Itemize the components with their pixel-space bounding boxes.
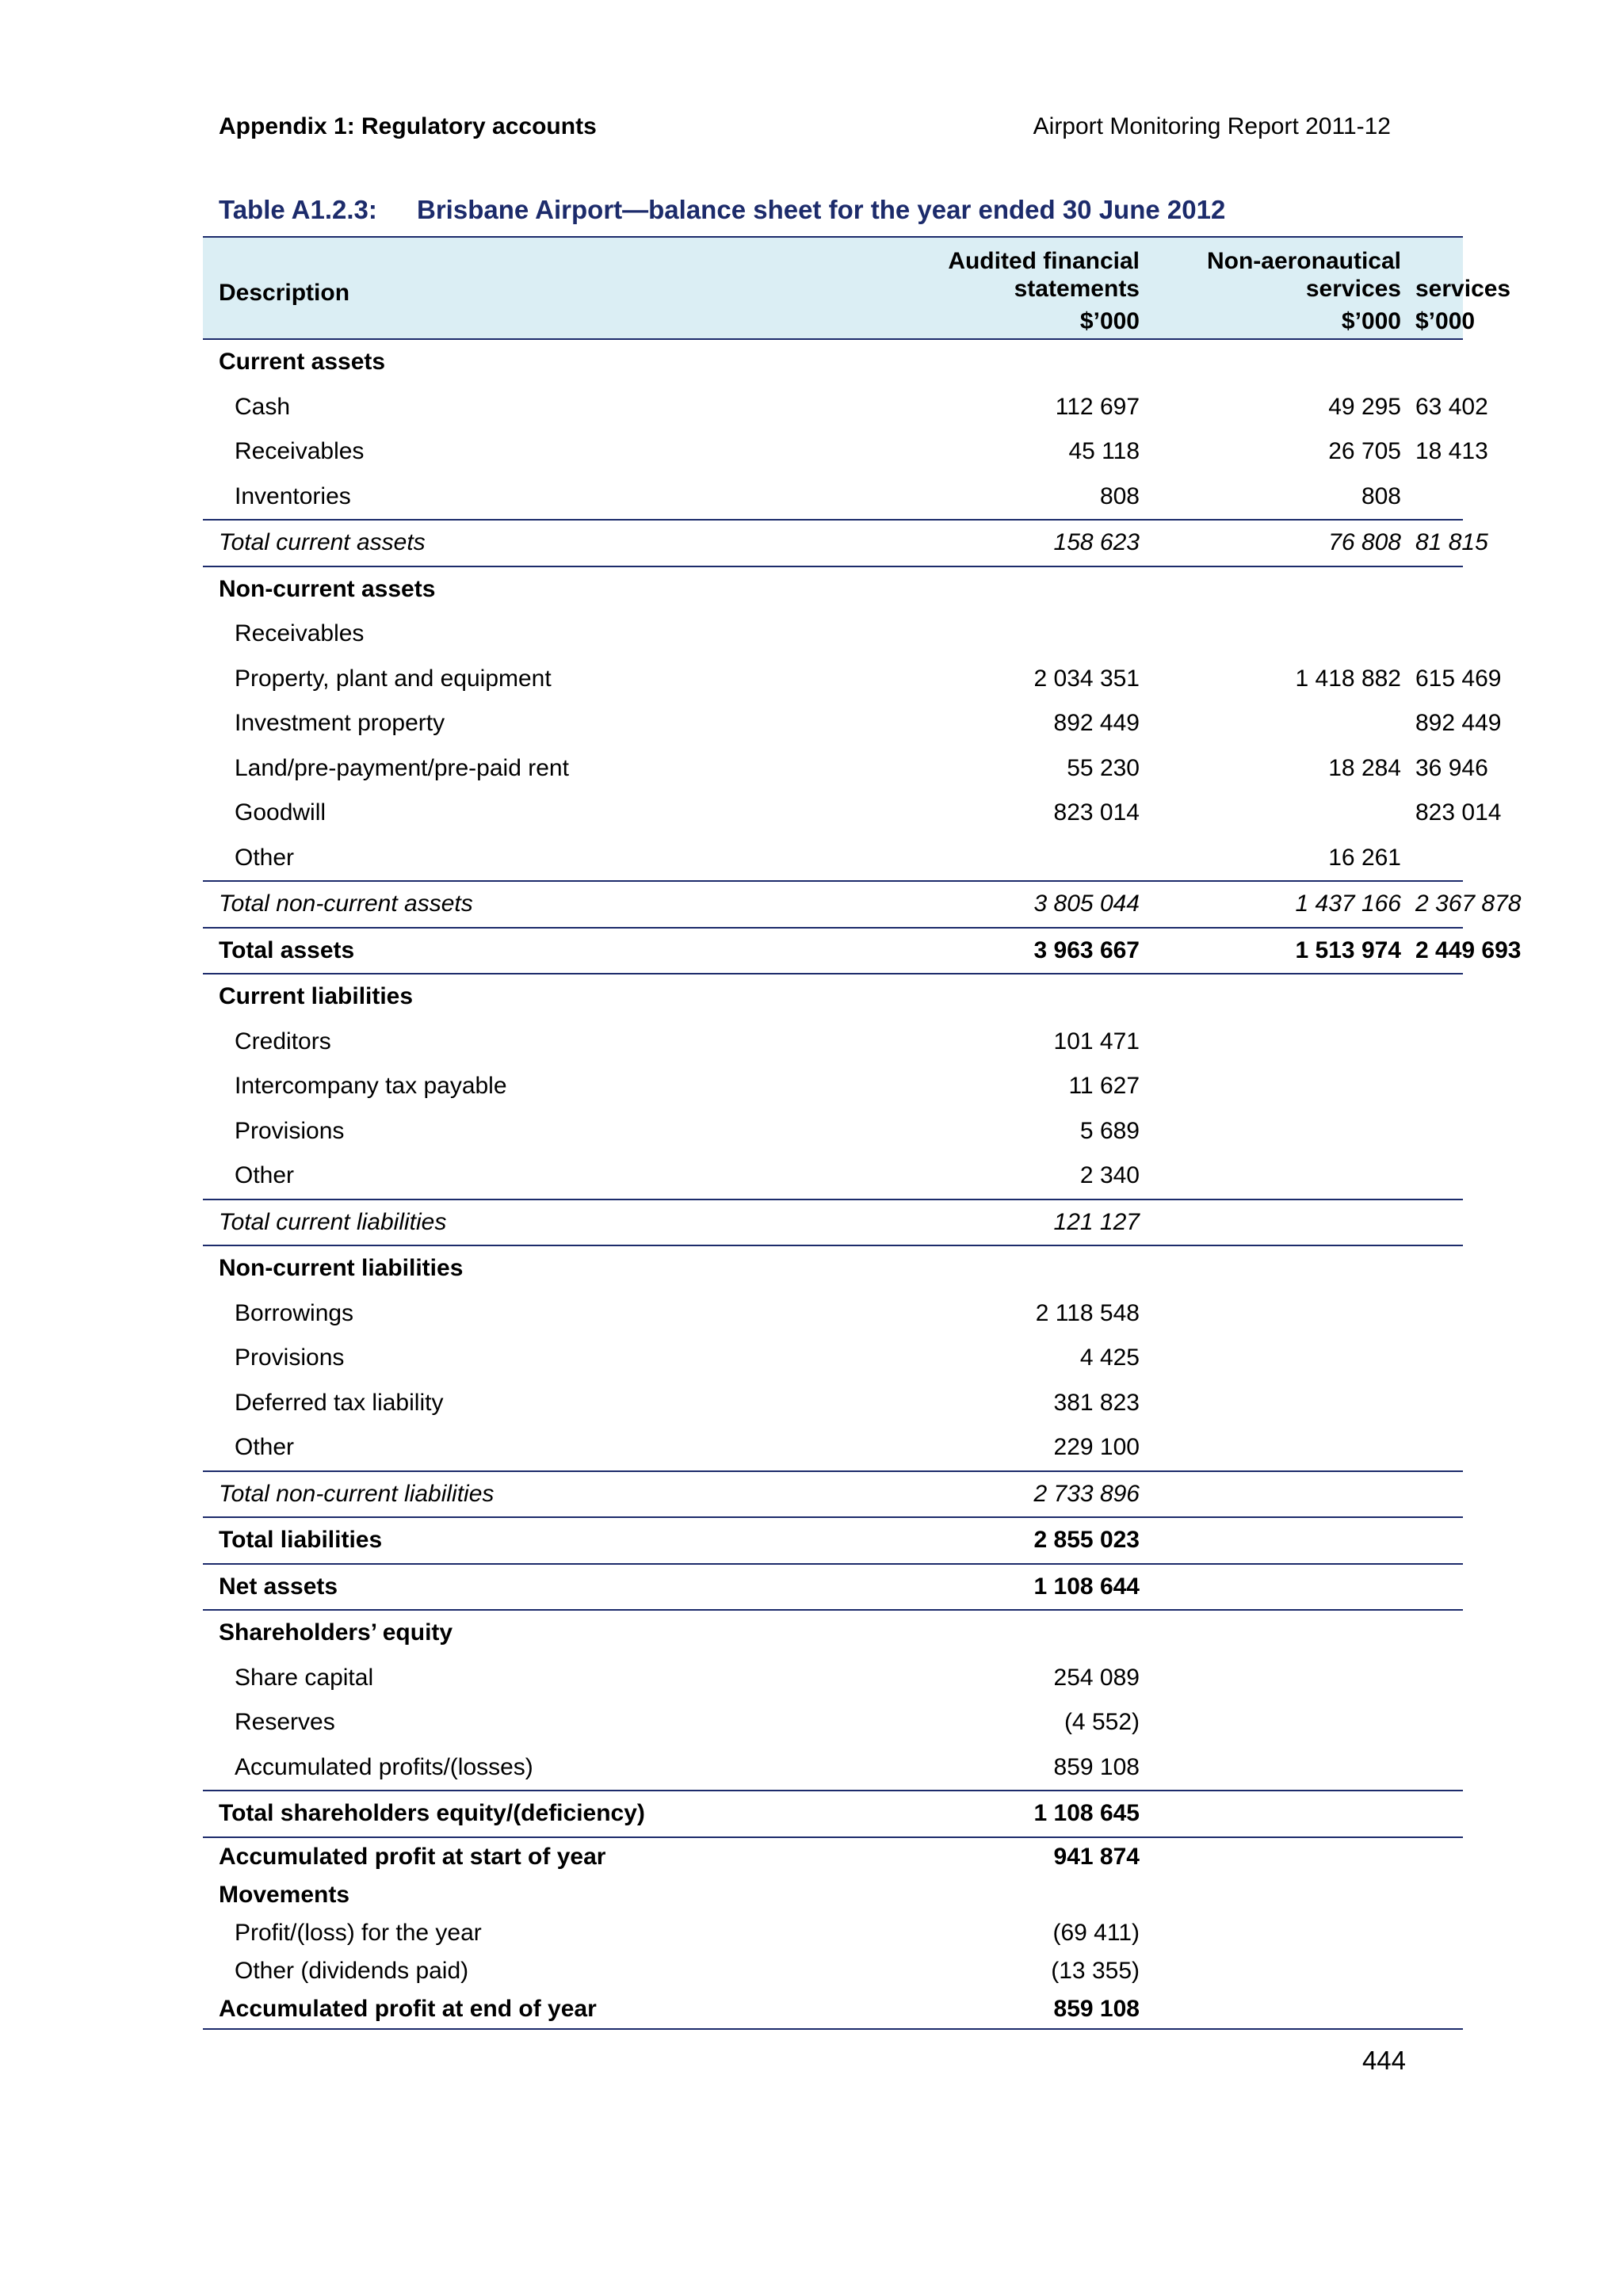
column-header-aero-line2: services bbox=[1305, 276, 1401, 302]
aeronautical-value: 1 418 882 bbox=[1295, 665, 1401, 692]
aeronautical-value: 16 261 bbox=[1328, 844, 1401, 871]
aeronautical-value bbox=[1154, 1914, 1415, 1952]
audited-value: 45 118 bbox=[1068, 438, 1140, 465]
row-label: Total current liabilities bbox=[203, 1199, 707, 1246]
non-aeronautical-value: 892 449 bbox=[1415, 710, 1502, 737]
non-aeronautical-value bbox=[1415, 1020, 1463, 1065]
aeronautical-value bbox=[1154, 1564, 1415, 1611]
aeronautical-value bbox=[1154, 974, 1415, 1020]
row-label: Current liabilities bbox=[219, 983, 414, 1010]
non-aeronautical-value: 36 946 bbox=[1415, 754, 1488, 781]
non-aeronautical-value bbox=[1415, 1700, 1463, 1745]
report-section-title: Appendix 1: Regulatory accounts bbox=[219, 113, 597, 139]
table-label: Table A1.2.3: bbox=[219, 195, 377, 224]
non-aeronautical-value bbox=[1415, 1291, 1463, 1337]
table-title bbox=[219, 195, 1225, 225]
table-row bbox=[203, 612, 1463, 657]
table-row bbox=[203, 385, 1463, 430]
aeronautical-value bbox=[1154, 791, 1415, 836]
aeronautical-value bbox=[1154, 1064, 1415, 1109]
column-header-audited-line1: Audited financial bbox=[948, 248, 1140, 274]
audited-value: (4 552) bbox=[1064, 1709, 1140, 1736]
table-row bbox=[203, 1564, 1463, 1611]
row-label: Borrowings bbox=[235, 1299, 354, 1326]
audited-value: 229 100 bbox=[1053, 1434, 1140, 1461]
aeronautical-value bbox=[1154, 1425, 1415, 1471]
non-aeronautical-value: 18 413 bbox=[1415, 438, 1488, 465]
aeronautical-value bbox=[1154, 701, 1415, 746]
audited-value: 254 089 bbox=[1053, 1664, 1140, 1691]
aeronautical-value bbox=[1154, 1381, 1415, 1426]
non-aeronautical-value bbox=[1415, 475, 1463, 521]
audited-value: 2 733 896 bbox=[707, 1471, 1154, 1518]
aeronautical-value bbox=[1154, 1199, 1415, 1246]
row-label: Cash bbox=[235, 393, 291, 420]
non-aeronautical-value bbox=[1415, 1745, 1463, 1791]
row-label: Receivables bbox=[235, 620, 365, 647]
audited-value: 3 963 667 bbox=[707, 928, 1154, 974]
audited-value: 55 230 bbox=[1067, 754, 1140, 781]
row-label: Property, plant and equipment bbox=[235, 665, 552, 692]
aeronautical-value bbox=[1154, 1610, 1415, 1656]
row-label: Other bbox=[235, 844, 295, 871]
audited-value: 4 425 bbox=[1079, 1344, 1140, 1371]
audited-value: 11 627 bbox=[1068, 1073, 1140, 1100]
report-title: Airport Monitoring Report 2011-12 bbox=[1033, 113, 1391, 139]
table-row bbox=[203, 1952, 1463, 1990]
audited-value bbox=[707, 339, 1154, 385]
row-label: Shareholders’ equity bbox=[219, 1619, 453, 1646]
table-row bbox=[203, 1064, 1463, 1109]
non-aeronautical-value bbox=[1415, 836, 1463, 882]
non-aeronautical-value bbox=[1415, 1564, 1463, 1611]
row-label: Accumulated profits/(losses) bbox=[235, 1753, 533, 1780]
audited-value: (69 411) bbox=[1052, 1919, 1140, 1946]
non-aeronautical-value: 615 469 bbox=[1415, 665, 1502, 692]
row-label: Land/pre-payment/pre-paid rent bbox=[235, 754, 569, 781]
table-row bbox=[203, 746, 1463, 791]
aeronautical-value: 76 808 bbox=[1154, 520, 1415, 566]
non-aeronautical-value bbox=[1415, 1952, 1463, 1990]
aeronautical-value bbox=[1154, 566, 1415, 612]
non-aeronautical-value bbox=[1415, 1876, 1463, 1914]
audited-value: 3 805 044 bbox=[707, 881, 1154, 928]
audited-value: 158 623 bbox=[707, 520, 1154, 566]
non-aeronautical-value bbox=[1415, 974, 1463, 1020]
row-label: Accumulated profit at start of year bbox=[219, 1843, 606, 1870]
column-header-audited-line2: statements bbox=[1014, 276, 1140, 302]
audited-value bbox=[707, 566, 1154, 612]
row-label: Investment property bbox=[235, 710, 445, 737]
audited-value: (13 355) bbox=[1051, 1957, 1140, 1984]
table-row bbox=[203, 791, 1463, 836]
table-row bbox=[203, 1745, 1463, 1791]
audited-value: 823 014 bbox=[1053, 799, 1140, 826]
row-label: Other (dividends paid) bbox=[235, 1957, 469, 1984]
table-row bbox=[203, 1291, 1463, 1337]
non-aeronautical-value bbox=[1415, 1837, 1463, 1876]
row-label: Provisions bbox=[235, 1344, 345, 1371]
row-label: Total non-current assets bbox=[203, 881, 707, 928]
aeronautical-value bbox=[1154, 612, 1415, 657]
row-label: Total current assets bbox=[203, 520, 707, 566]
non-aeronautical-value bbox=[1415, 1990, 1463, 2029]
table-row bbox=[203, 657, 1463, 702]
table-row bbox=[203, 1471, 1463, 1518]
audited-value bbox=[707, 1876, 1154, 1914]
row-label: Non-current assets bbox=[219, 575, 436, 602]
row-label: Total liabilities bbox=[203, 1517, 707, 1564]
row-label: Total shareholders equity/(deficiency) bbox=[203, 1791, 707, 1837]
balance-sheet-table-container bbox=[203, 236, 1522, 2030]
table-row bbox=[203, 1914, 1463, 1952]
table-body bbox=[203, 339, 1522, 2029]
non-aeronautical-value: 81 815 bbox=[1415, 520, 1463, 566]
table-row bbox=[203, 566, 1463, 612]
aeronautical-value bbox=[1154, 1656, 1415, 1701]
non-aeronautical-value: 823 014 bbox=[1415, 799, 1502, 826]
non-aeronautical-value: 2 449 693 bbox=[1415, 928, 1463, 974]
row-label: Reserves bbox=[235, 1709, 335, 1736]
row-label: Current assets bbox=[219, 349, 386, 376]
audited-value: 2 855 023 bbox=[707, 1517, 1154, 1564]
table-row bbox=[203, 1990, 1463, 2029]
aeronautical-value: 26 705 bbox=[1328, 438, 1401, 465]
non-aeronautical-value bbox=[1415, 612, 1463, 657]
table-row bbox=[203, 881, 1463, 928]
table-row bbox=[203, 339, 1463, 385]
non-aeronautical-value bbox=[1415, 1610, 1463, 1656]
row-label: Share capital bbox=[235, 1664, 374, 1691]
non-aeronautical-value bbox=[1415, 1109, 1463, 1154]
table-row bbox=[203, 1656, 1463, 1701]
aeronautical-value bbox=[1154, 1745, 1415, 1791]
audited-value: 5 689 bbox=[1079, 1117, 1140, 1144]
aeronautical-value bbox=[1154, 1291, 1415, 1337]
aeronautical-value bbox=[1154, 339, 1415, 385]
table-row bbox=[203, 1154, 1463, 1199]
aeronautical-value bbox=[1154, 1990, 1415, 2029]
table-row bbox=[203, 1425, 1463, 1471]
audited-value: 1 108 645 bbox=[707, 1791, 1154, 1837]
table-row bbox=[203, 1700, 1463, 1745]
page-number: 444 bbox=[1361, 2046, 1406, 2075]
non-aeronautical-value bbox=[1415, 1245, 1463, 1291]
audited-value bbox=[707, 836, 1154, 882]
table-row bbox=[203, 974, 1463, 1020]
table-row bbox=[203, 475, 1463, 521]
non-aeronautical-value bbox=[1415, 1064, 1463, 1109]
audited-value: 2 340 bbox=[1079, 1162, 1140, 1189]
unit-label: $’000 bbox=[1079, 308, 1140, 334]
audited-value: 2 034 351 bbox=[1033, 665, 1140, 692]
table-row bbox=[203, 520, 1463, 566]
aeronautical-value: 1 513 974 bbox=[1154, 928, 1415, 974]
aeronautical-value bbox=[1154, 1791, 1415, 1837]
row-label: Total non-current liabilities bbox=[203, 1471, 707, 1518]
audited-value: 892 449 bbox=[1053, 710, 1140, 737]
table-row bbox=[203, 836, 1463, 882]
aeronautical-value bbox=[1154, 1471, 1415, 1518]
audited-value: 859 108 bbox=[707, 1990, 1154, 2029]
row-label: Accumulated profit at end of year bbox=[203, 1990, 707, 2029]
audited-value bbox=[707, 612, 1154, 657]
non-aeronautical-value bbox=[1415, 1656, 1463, 1701]
row-label: Goodwill bbox=[235, 799, 327, 826]
unit-label: $’000 bbox=[1415, 308, 1476, 334]
row-label: Receivables bbox=[235, 438, 365, 465]
row-label: Net assets bbox=[203, 1564, 707, 1611]
table-row bbox=[203, 1791, 1463, 1837]
aeronautical-value: 808 bbox=[1361, 482, 1401, 509]
non-aeronautical-value bbox=[1415, 566, 1463, 612]
audited-value: 112 697 bbox=[1055, 393, 1140, 420]
table-row bbox=[203, 1020, 1463, 1065]
table-row bbox=[203, 928, 1463, 974]
audited-value bbox=[707, 1245, 1154, 1291]
table-row bbox=[203, 1199, 1463, 1246]
table-row bbox=[203, 1336, 1463, 1381]
row-label: Provisions bbox=[235, 1117, 345, 1144]
non-aeronautical-value: 2 367 878 bbox=[1415, 881, 1463, 928]
non-aeronautical-value bbox=[1415, 1154, 1463, 1199]
column-header-nonaero-line1 bbox=[1415, 237, 1463, 275]
non-aeronautical-value: 63 402 bbox=[1415, 393, 1488, 420]
row-label: Profit/(loss) for the year bbox=[235, 1919, 482, 1946]
row-label: Inventories bbox=[235, 482, 351, 509]
audited-value: 808 bbox=[1099, 482, 1140, 509]
aeronautical-value bbox=[1154, 1700, 1415, 1745]
non-aeronautical-value bbox=[1415, 1791, 1463, 1837]
row-label: Other bbox=[235, 1162, 295, 1189]
table-row bbox=[203, 1109, 1463, 1154]
column-header-description: Description bbox=[219, 280, 350, 306]
aeronautical-value: 1 437 166 bbox=[1154, 881, 1415, 928]
aeronautical-value bbox=[1154, 1876, 1415, 1914]
row-label: Non-current liabilities bbox=[219, 1255, 464, 1282]
audited-value bbox=[707, 1610, 1154, 1656]
row-label: Creditors bbox=[235, 1028, 331, 1055]
row-label: Intercompany tax payable bbox=[235, 1073, 507, 1100]
table-row bbox=[203, 429, 1463, 475]
row-label: Movements bbox=[219, 1881, 350, 1908]
audited-value: 121 127 bbox=[707, 1199, 1154, 1246]
non-aeronautical-value bbox=[1415, 1471, 1463, 1518]
table-row bbox=[203, 1610, 1463, 1656]
table-row bbox=[203, 1837, 1463, 1876]
non-aeronautical-value bbox=[1415, 1914, 1463, 1952]
row-label: Total assets bbox=[203, 928, 707, 974]
aeronautical-value: 49 295 bbox=[1328, 393, 1401, 420]
audited-value: 101 471 bbox=[1053, 1028, 1140, 1055]
aeronautical-value bbox=[1154, 1020, 1415, 1065]
table-row bbox=[203, 1245, 1463, 1291]
audited-value: 859 108 bbox=[1053, 1753, 1140, 1780]
audited-value bbox=[707, 974, 1154, 1020]
non-aeronautical-value bbox=[1415, 1517, 1463, 1564]
non-aeronautical-value bbox=[1415, 1425, 1463, 1471]
column-header-aero-line1: Non-aeronautical bbox=[1206, 248, 1401, 274]
balance-sheet-table bbox=[203, 236, 1522, 2030]
non-aeronautical-value bbox=[1415, 1199, 1463, 1246]
unit-label: $’000 bbox=[1341, 308, 1401, 334]
non-aeronautical-value bbox=[1415, 1336, 1463, 1381]
aeronautical-value bbox=[1154, 1336, 1415, 1381]
aeronautical-value bbox=[1154, 1154, 1415, 1199]
aeronautical-value bbox=[1154, 1952, 1415, 1990]
aeronautical-value bbox=[1154, 1517, 1415, 1564]
aeronautical-value bbox=[1154, 1109, 1415, 1154]
non-aeronautical-value bbox=[1415, 1381, 1463, 1426]
table-caption: Brisbane Airport—balance sheet for the year ended 30 June 2012 bbox=[417, 195, 1226, 224]
aeronautical-value bbox=[1154, 1245, 1415, 1291]
audited-value: 2 118 548 bbox=[1035, 1299, 1140, 1326]
aeronautical-value bbox=[1154, 1837, 1415, 1876]
table-row bbox=[203, 1517, 1463, 1564]
aeronautical-value: 18 284 bbox=[1328, 754, 1401, 781]
audited-value: 1 108 644 bbox=[707, 1564, 1154, 1611]
table-row bbox=[203, 701, 1463, 746]
table-row bbox=[203, 1876, 1463, 1914]
column-header-nonaero-line2: services bbox=[1415, 276, 1511, 302]
table-row bbox=[203, 1381, 1463, 1426]
row-label: Deferred tax liability bbox=[235, 1389, 444, 1416]
non-aeronautical-value bbox=[1415, 339, 1463, 385]
audited-value: 941 874 bbox=[1053, 1843, 1140, 1870]
audited-value: 381 823 bbox=[1053, 1389, 1140, 1416]
row-label: Other bbox=[235, 1434, 295, 1461]
